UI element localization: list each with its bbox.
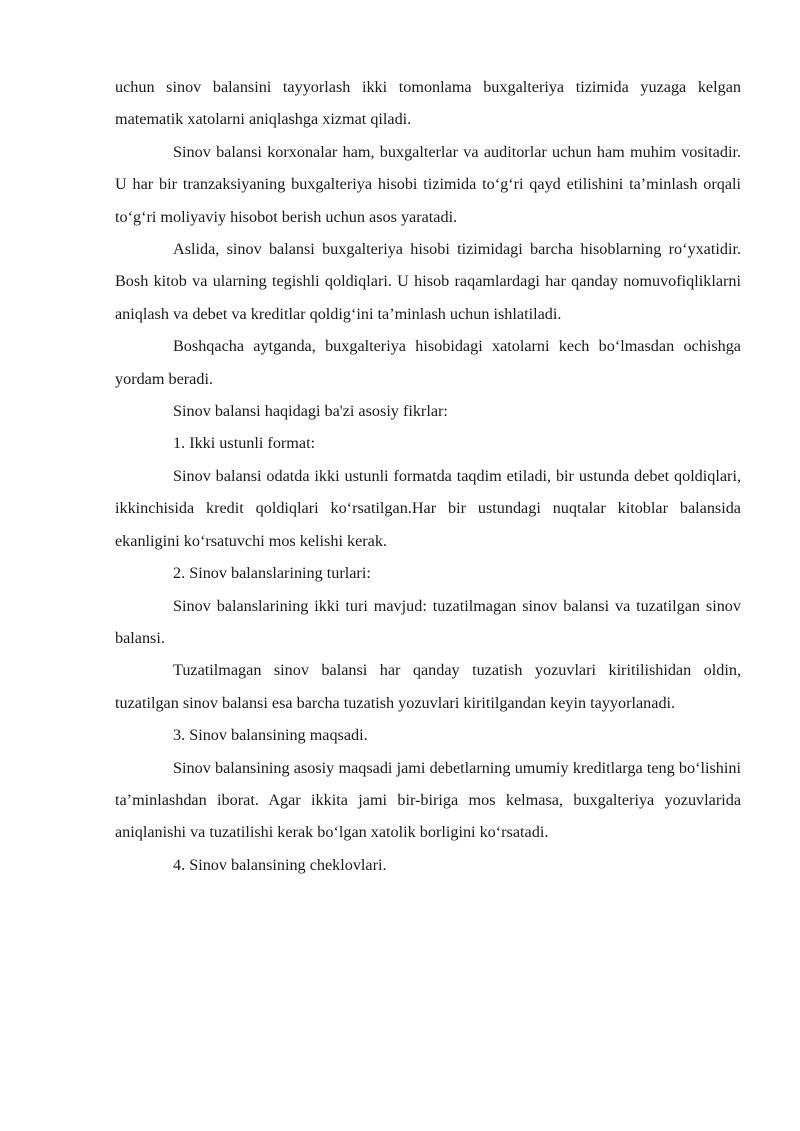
paragraph-types: Sinov balanslarining ikki turi mavjud: tuzatilmagan sinov balansi va tuzatilgan sinov balansi.: [115, 596, 741, 647]
paragraph-adjusted-unadjusted: Tuzatilmagan sinov balansi har qanday tuzatish yozuvlari kiritilishidan oldin, tuzatilgan sinov balansi esa barcha tuzatish yozuvlari kiritilgandan keyin tayyorlanadi.: [115, 661, 741, 712]
heading-point-4: 4. Sinov balansining cheklovlari.: [173, 855, 387, 874]
paragraph-importance: Sinov balansi korxonalar ham, buxgalterlar va auditorlar uchun ham muhim vositadir. U har bir tranzaksiyaning buxgalteriya hisobi tizimida to‘g‘ri qayd etilishini ta’minlash orqali to‘g‘ri moliyaviy hisobot berish uchun asos yaratadi.: [115, 142, 741, 226]
paragraph-continuation: uchun sinov balansini tayyorlash ikki tomonlama buxgalteriya tizimida yuzaga kelgan matematik xatolarni aniqlashga xizmat qiladi.: [115, 78, 741, 129]
heading-point-2: 2. Sinov balanslarining turlari:: [173, 564, 371, 583]
heading-point-3: 3. Sinov balansining maqsadi.: [173, 726, 368, 745]
paragraph-two-column-format: Sinov balansi odatda ikki ustunli formatda taqdim etiladi, bir ustunda debet qoldiqlari, ikkinchisida kredit qoldiqlari ko‘rsatilgan.Har bir ustundagi nuqtalar kitoblar balansida ekanligini ko‘rsatuvchi mos kelishi kerak.: [115, 466, 741, 550]
paragraph-definition: Aslida, sinov balansi buxgalteriya hisobi tizimidagi barcha hisoblarning ro‘yxatidir. Bosh kitob va ularning tegishli qoldiqlari. U hisob raqamlardagi har qanday nomuvofiqliklarni aniqlash va debet va kreditlar qoldig‘ini ta’minlash uchun ishlatiladi.: [115, 240, 741, 323]
paragraph-in-other-words: Boshqacha aytganda, buxgalteriya hisobidagi xatolarni kech bo‘lmasdan ochishga yordam beradi.: [115, 337, 741, 388]
document-body: [115, 71, 741, 881]
heading-point-1: 1. Ikki ustunli format:: [173, 434, 316, 453]
paragraph-key-points-intro: Sinov balansi haqidagi ba'zi asosiy fikrlar:: [173, 402, 448, 421]
paragraph-purpose: Sinov balansining asosiy maqsadi jami debetlarning umumiy kreditlarga teng bo‘lishini ta’minlashdan iborat. Agar ikkita jami bir-biriga mos kelmasa, buxgalteriya yozuvlarida aniqlanishi va tuzatilishi kerak bo‘lgan xatolik borligini ko‘rsatadi.: [115, 758, 741, 842]
